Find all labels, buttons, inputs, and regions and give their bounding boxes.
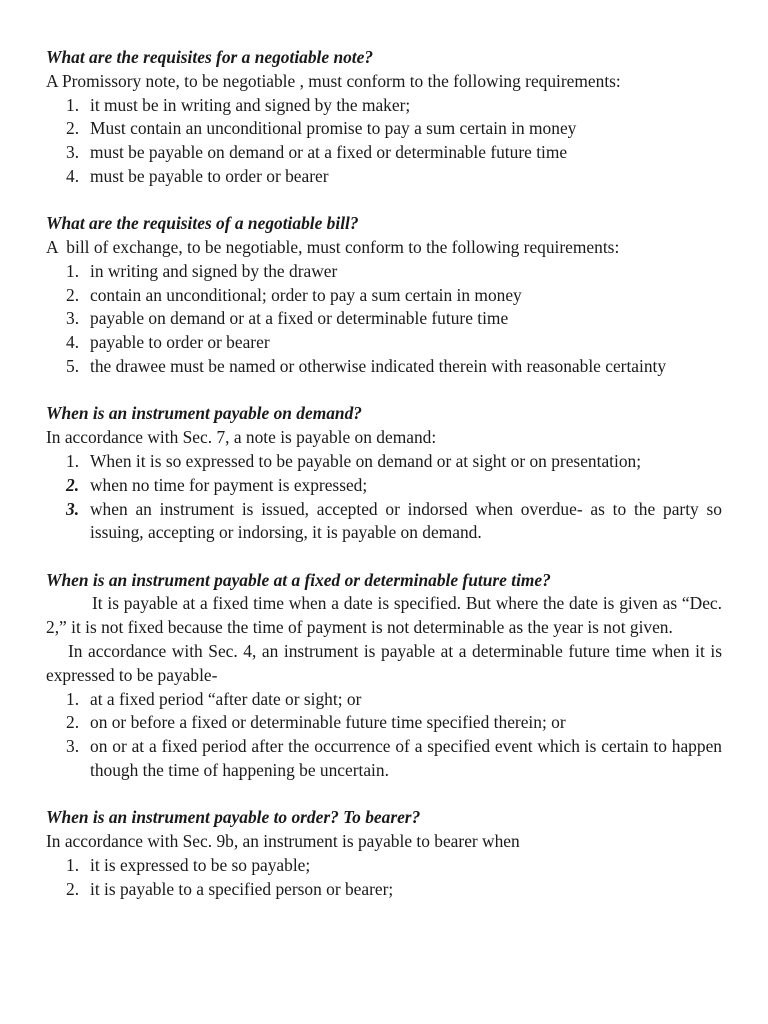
list-number: 2. — [66, 712, 80, 733]
list-number: 2. — [66, 878, 80, 899]
section-payable-order-bearer — [46, 806, 722, 901]
conditions-list — [46, 688, 722, 783]
section-heading: When is an instrument payable to order? To bearer? — [46, 807, 421, 828]
list-number: 3. — [66, 498, 80, 519]
list-item-text: the drawee must be named or otherwise indicated therein with reasonable certainty — [90, 356, 667, 377]
requirements-list — [46, 94, 722, 189]
list-item-text: must be payable to order or bearer — [90, 165, 329, 186]
list-number: 3. — [66, 736, 80, 757]
section-intro: A Promissory note, to be negotiable , must conform to the following requirements: — [46, 70, 621, 91]
list-item — [66, 735, 722, 783]
section-negotiable-note — [46, 46, 722, 189]
list-item — [66, 331, 722, 355]
conditions-list — [46, 854, 722, 902]
section-heading: When is an instrument payable at a fixed or determinable future time? — [46, 569, 551, 590]
list-item — [66, 355, 722, 379]
section-paragraph: It is payable at a fixed time when a date is specified. But where the date is given as “Dec. 2,” it is not fixed because the time of payment is not determinable as the year is not given. — [46, 593, 722, 638]
list-number: 1. — [66, 94, 80, 115]
list-number: 1. — [66, 450, 80, 471]
requirements-list — [46, 260, 722, 379]
list-number: 1. — [66, 688, 80, 709]
list-item — [66, 474, 722, 498]
list-item-text: payable on demand or at a fixed or determinable future time — [90, 308, 509, 329]
section-intro: In accordance with Sec. 9b, an instrument is payable to bearer when — [46, 831, 520, 852]
list-item-text: on or at a fixed period after the occurrence of a specified event which is certain to happen though the time of happening be uncertain. — [90, 736, 722, 781]
list-item — [66, 688, 722, 712]
list-item-text: it is expressed to be so payable; — [90, 854, 311, 875]
list-item-text: in writing and signed by the drawer — [90, 260, 338, 281]
section-intro: In accordance with Sec. 7, a note is payable on demand: — [46, 427, 437, 448]
section-intro: A bill of exchange, to be negotiable, must conform to the following requirements: — [46, 237, 620, 258]
section-payable-on-demand — [46, 402, 722, 545]
list-item — [66, 117, 722, 141]
list-number: 1. — [66, 260, 80, 281]
list-item-text: contain an unconditional; order to pay a sum certain in money — [90, 284, 522, 305]
section-fixed-determinable-time — [46, 569, 722, 783]
list-number: 5. — [66, 356, 80, 377]
list-item — [66, 854, 722, 878]
list-item — [66, 878, 722, 902]
conditions-list — [46, 450, 722, 545]
list-item — [66, 94, 722, 118]
list-number: 2. — [66, 284, 80, 305]
list-number: 3. — [66, 308, 80, 329]
list-item-text: on or before a fixed or determinable future time specified therein; or — [90, 712, 566, 733]
list-item-text: it is payable to a specified person or bearer; — [90, 878, 394, 899]
list-item-text: must be payable on demand or at a fixed or determinable future time — [90, 142, 568, 163]
list-item-text: When it is so expressed to be payable on demand or at sight or on presentation; — [90, 450, 642, 471]
list-item-text: payable to order or bearer — [90, 332, 270, 353]
list-item — [66, 711, 722, 735]
list-item-text: at a fixed period “after date or sight; or — [90, 688, 362, 709]
section-heading: When is an instrument payable on demand? — [46, 403, 362, 424]
list-number: 2. — [66, 474, 80, 495]
section-heading: What are the requisites for a negotiable note? — [46, 47, 374, 67]
list-item — [66, 284, 722, 308]
list-item-text: when no time for payment is expressed; — [90, 474, 368, 495]
list-number: 3. — [66, 142, 80, 163]
list-number: 2. — [66, 118, 80, 139]
list-item — [66, 450, 722, 474]
list-item — [66, 260, 722, 284]
list-item-text: Must contain an unconditional promise to pay a sum certain in money — [90, 118, 577, 139]
list-item — [66, 165, 722, 189]
list-item-text: it must be in writing and signed by the maker; — [90, 94, 411, 115]
list-number: 4. — [66, 165, 80, 186]
list-item-text: when an instrument is issued, accepted or indorsed when overdue- as to the party so issuing, accepting or indorsing, it is payable on demand. — [90, 498, 722, 543]
section-paragraph: In accordance with Sec. 4, an instrument is payable at a determinable future time when it is expressed to be payable- — [46, 641, 722, 685]
list-item — [66, 307, 722, 331]
list-item — [66, 498, 722, 546]
list-number: 1. — [66, 854, 80, 875]
section-negotiable-bill — [46, 212, 722, 379]
list-item — [66, 141, 722, 165]
section-heading: What are the requisites of a negotiable bill? — [46, 213, 359, 234]
list-number: 4. — [66, 332, 80, 353]
